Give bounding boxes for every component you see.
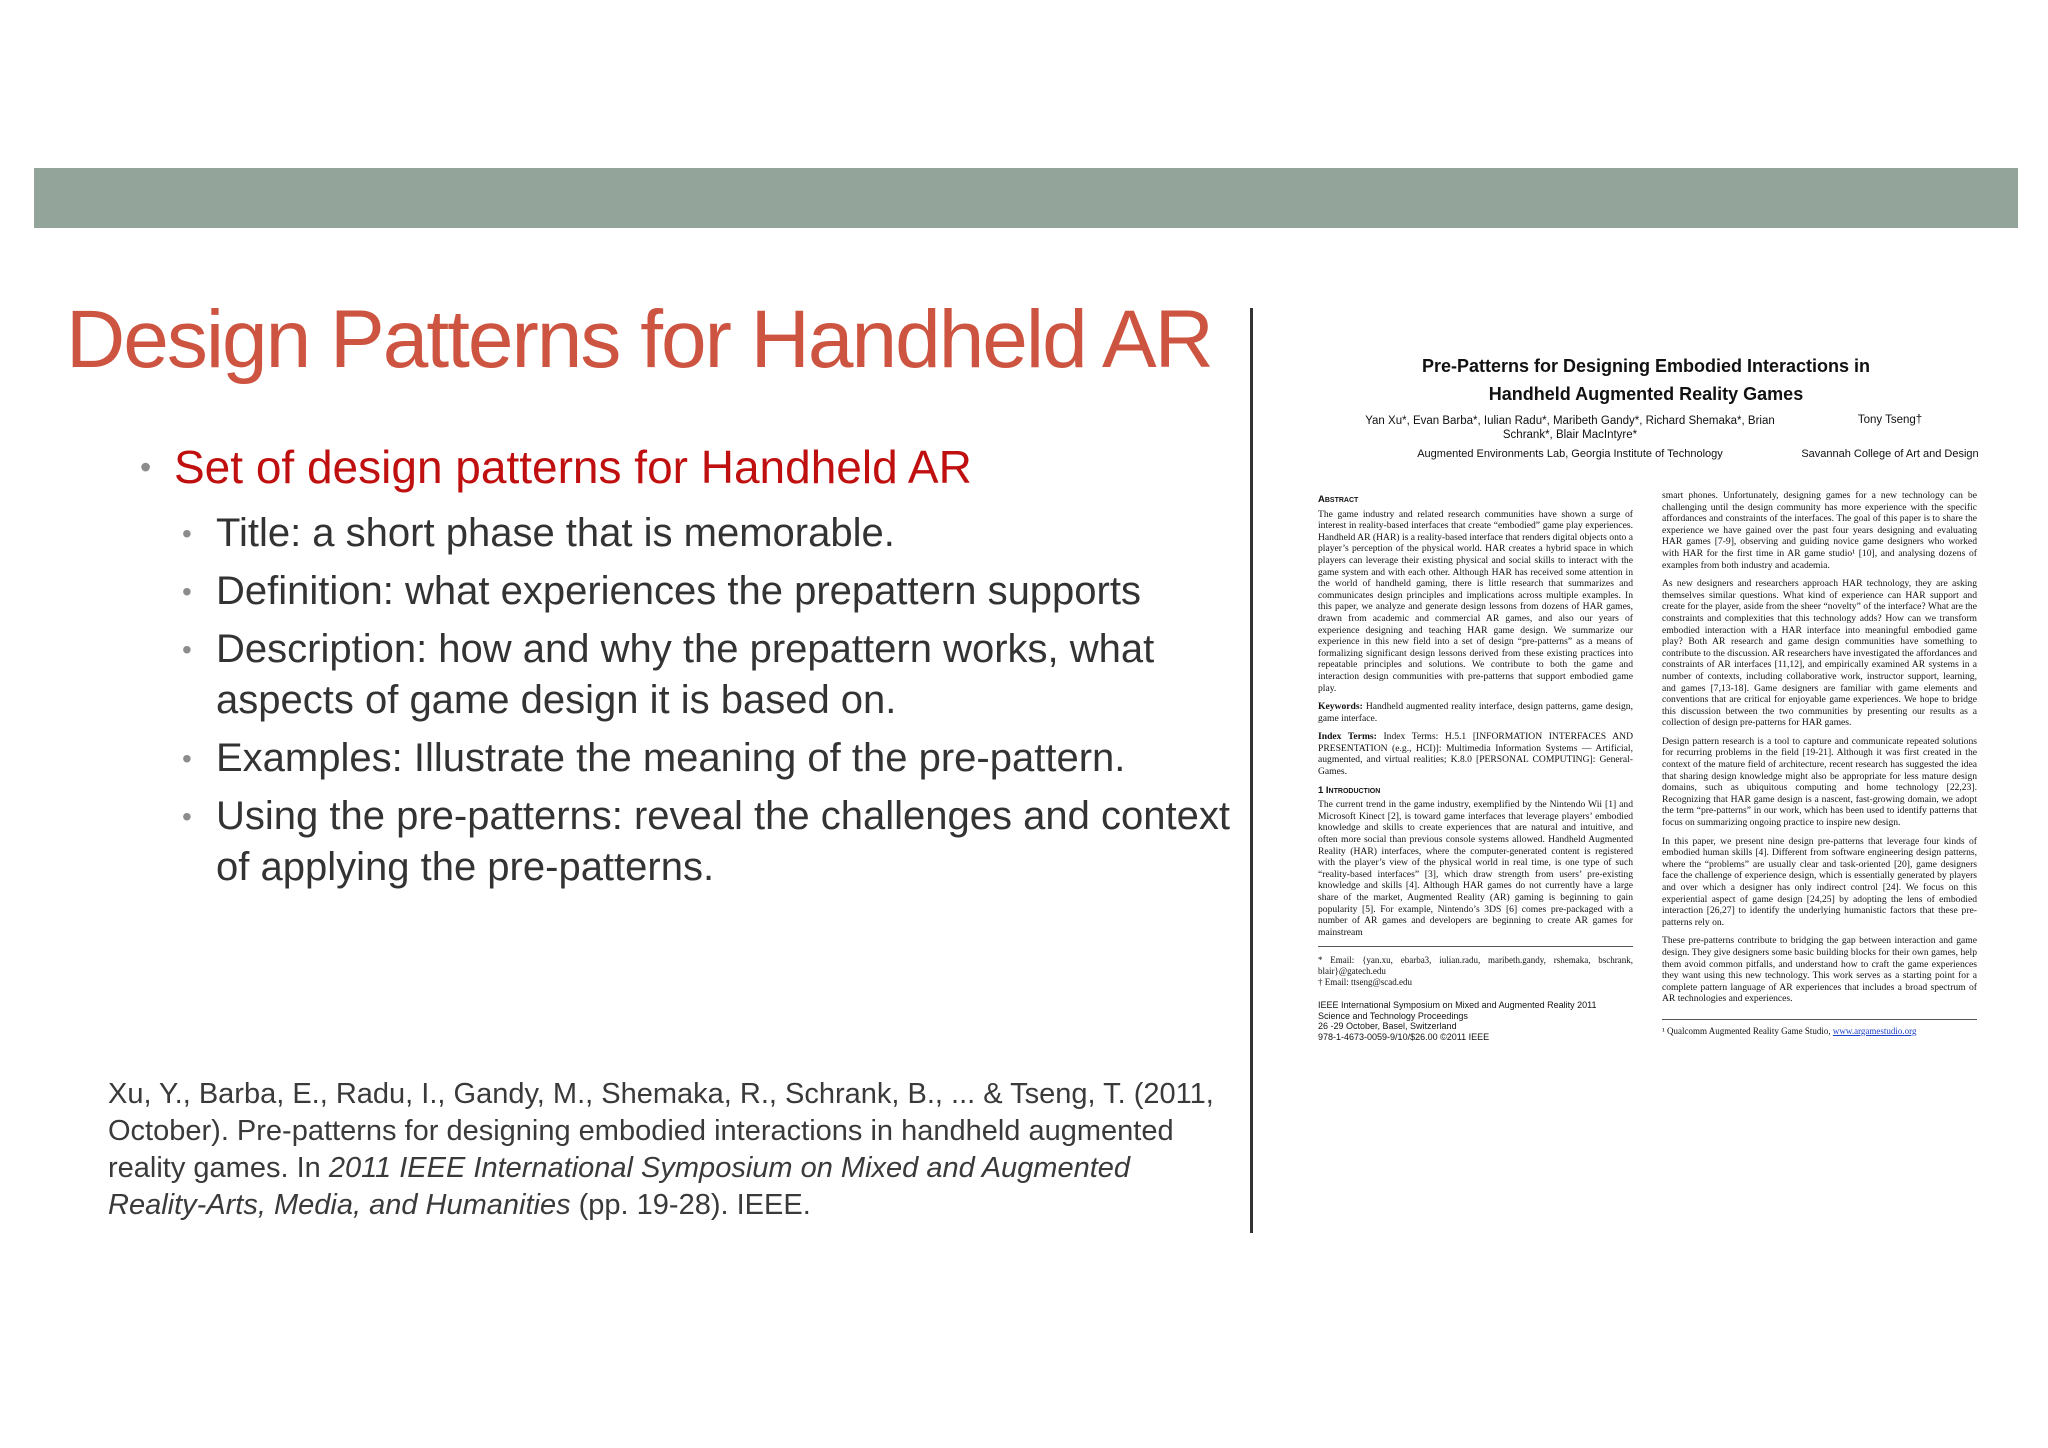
right-paragraph-4: In this paper, we present nine design pre-patterns that leverage four kinds of embodied human skills [4]. Different from software engineering design patterns, where the “problems” are usually clear and task-oriented [20], game designers face the challenge of experience design, which is essentially generated by players and over which a designer has only indirect control [24]. We focus on this experiential aspect of game design [24,25] by adopting the lens of embodied interaction [26,27] to identify the underlying humanistic factors that these pre-patterns rely on. [1662,835,1977,928]
paper-title [1310,352,1982,408]
footnote-link[interactable]: www.argamestudio.org [1832,1025,1917,1036]
vertical-divider [1250,308,1253,1233]
right-paragraph-3: Design pattern research is a tool to capture and communicate repeated solutions for recurring problems in the field [19-21]. Although it was first created in the context of the mature field of architecture, recent research has suggested the idea that sharing design knowledge might also be appropriate for less mature design domains, such as ubiquitous computing and home technology [22,23]. Recognizing that HAR game design is a nascent, fast-growing domain, we adopt the term “pre-patterns” in our work, which has been used to identify patterns that focus on summarizing ongoing practice to inspire new design. [1662,735,1977,829]
main-bullet [140,440,1240,494]
citation-venue: 2011 IEEE International Symposium on Mixed and Augmented Reality-Arts, Media, and Humanities [108,1152,1131,1221]
keywords-heading: Keywords: [1318,701,1363,713]
paper-authors: Yan Xu*, Evan Barba*, Iulian Radu*, Maribeth Gandy*, Richard Shemaka*, Brian Schrank*, Blair MacIntyre* [1365,415,1775,441]
header-band [34,168,2018,228]
sub-bullet-description: • Description: how and why the prepattern works, what aspects of game design it is based on. [182,624,1240,726]
sub-bullet-group [140,508,1240,893]
abstract-text: The game industry and related research communities have shown a surge of interest in reality-based interfaces that create “embodied” game play experiences. Handheld AR (HAR) is a reality-based interface that renders digital objects onto a player’s perception of the physical world. HAR creates a hybrid space in which players can leverage their existing physical and social skills to interact with the game system and with each other. Although HAR has received some attention in the world of handheld gaming, there is little research that summarizes and communicates design principles and implications across multiple examples. In this paper, we analyze and generate design lessons from dozens of HAR games, drawn from academic and commercial AR games, and also our years of experience designing and teaching HAR game design. We summarize our experience in this new field into a set of design “pre-patterns” as a means of formalizing significant design lessons derived from these existing practices into repeatable principles and solutions. We contribute to both the game and interaction design communities with pre-patterns that support embodied game play. [1318,508,1633,694]
paper-left-column [1318,490,1633,1042]
intro-text: The current trend in the game industry, exemplified by the Nintendo Wii [1] and Microsoft Kinect [2], is toward game interfaces that leverage players’ embodied knowledge and skills to create experiences that are natural and intuitive, and often more social than previous console systems allowed. Handheld Augmented Reality (HAR) interfaces, where the computer-generated content is registered with the player’s view of the physical world in real time, is one type of such “reality-based interfaces” [3], which draw strength from users’ pre-existing knowledge and skills [4]. Although HAR games do not currently have a large share of the market, Augmented Reality (AR) gaming is beginning to gain popularity [5]. For example, Nintendo’s 3DS [6] comes pre-packaged with a number of AR games and developers are beginning to create AR games for mainstream [1318,799,1633,938]
reference-citation [108,1076,1218,1224]
legal-line4: 978-1-4673-0059-9/10/$26.00 ©2011 IEEE [1318,1031,1490,1042]
right-paragraph-1: smart phones. Unfortunately, designing games for a new technology can be challenging until the design community has more experience with the specific affordances and constraints of the interfaces. The goal of this paper is to share the experience we have gained over the past four years designing and evaluating HAR games [7-9], observing and guiding novice game designers who worked with HAR for the first time in AR game studio¹ [10], and analysing dozens of examples from both industry and academia. [1662,490,1977,571]
abstract-heading: Abstract [1318,494,1359,505]
slide-title: Design Patterns for Handheld AR [66,294,1212,385]
main-bullet-text: Set of design patterns for Handheld AR [174,441,972,493]
sub-bullet-list [140,508,1240,893]
paper-author-second: Tony Tseng† [1857,414,1923,426]
right-paragraph-5: These pre-patterns contribute to bridging the gap between interaction and game design. They give designers some basic building blocks for their own games, help them avoid common pitfalls, and understand how to craft the game experiences they want using this new technology. This work serves as a starting point for a complete pattern language of AR experiences that includes a broad spectrum of AR technologies and experiences. [1662,935,1977,1005]
right-paragraph-2: As new designers and researchers approach HAR technology, they are asking themselves similar questions. What kind of experience can HAR support and create for the player, aside from the sheer “novelty” of the interface? What are the constraints and complexities that this technology adds? How can we transform embodied interaction with a HAR interface into meaningful embodied game play? Both AR research and game design communities have something to contribute to the discussion. AR researchers have investigated the affordances and constraints of AR interfaces [11,12], and empirically examined AR systems in a number of contexts, including collaborative work, instructor support, learning, and games [7,13-18]. Game designers are familiar with game elements and conventions that are critical for enjoyable game experiences. We hope to bridge this discussion between the two communities by presenting our results as a collection of design pre-patterns for HAR games. [1662,578,1977,729]
legal-line2: Science and Technology Proceedings [1318,1010,1468,1021]
index-terms [1318,731,1633,777]
paper-title-line1: Pre-Patterns for Designing Embodied Interactions in [1421,356,1871,376]
keywords [1318,701,1633,724]
citation-pages: (pp. 19-28). IEEE. [570,1189,811,1221]
sub-bullet-using: • Using the pre-patterns: reveal the challenges and context of applying the pre-patterns. [182,791,1240,893]
paper-affiliation-second: Savannah College of Art and Design [1801,448,1979,460]
copyright-block [1318,1000,1633,1042]
sub-bullet-definition: • Definition: what experiences the prepattern supports [182,566,1240,617]
intro-heading: 1 Introduction [1318,784,1381,796]
citation-authors: Xu, Y., Barba, E., Radu, I., Gandy, M., Shemaka, R., Schrank, B., ... & Tseng, T. (2011, October). Pre-patterns for designing embodied interactions in handheld augmented reality games. In [108,1078,1214,1184]
footnote-text: ¹ Qualcomm Augmented Reality Game Studio, [1662,1025,1833,1036]
sub-bullet-examples: • Examples: Illustrate the meaning of the pre-pattern. [182,733,1240,784]
right-footnote [1662,1019,1977,1038]
paper-title-line2: Handheld Augmented Reality Games [1488,384,1804,404]
index-terms-text: Index Terms: H.5.1 [INFORMATION INTERFACES AND PRESENTATION (e.g., HCI)]: Multimedia Information Systems — Artificial, augmented, and virtual realities; K.8.0 [PERSONAL COMPUTING]: General- Games. [1318,731,1633,778]
paper-thumbnail [1310,340,1982,1240]
paper-right-column [1662,490,1977,1038]
legal-line1: IEEE International Symposium on Mixed and Augmented Reality 2011 [1318,1000,1597,1011]
legal-line3: 26 -29 October, Basel, Switzerland [1318,1021,1457,1032]
sub-bullet-title: • Title: a short phase that is memorable. [182,508,1240,559]
email-footnote-line2: † Email: ttseng@scad.edu [1318,977,1413,988]
keywords-text: Handheld augmented reality interface, design patterns, game design, game interface. [1318,701,1633,724]
bullet-list [140,440,1240,900]
email-footnote [1318,946,1633,988]
paper-affiliation: Augmented Environments Lab, Georgia Institute of Technology [1417,448,1723,460]
index-terms-heading: Index Terms: [1318,731,1377,743]
email-footnote-line1: * Email: {yan.xu, ebarba3, iulian.radu, maribeth.gandy, rshemaka, bschrank, blair}@gatech.edu [1318,955,1633,977]
